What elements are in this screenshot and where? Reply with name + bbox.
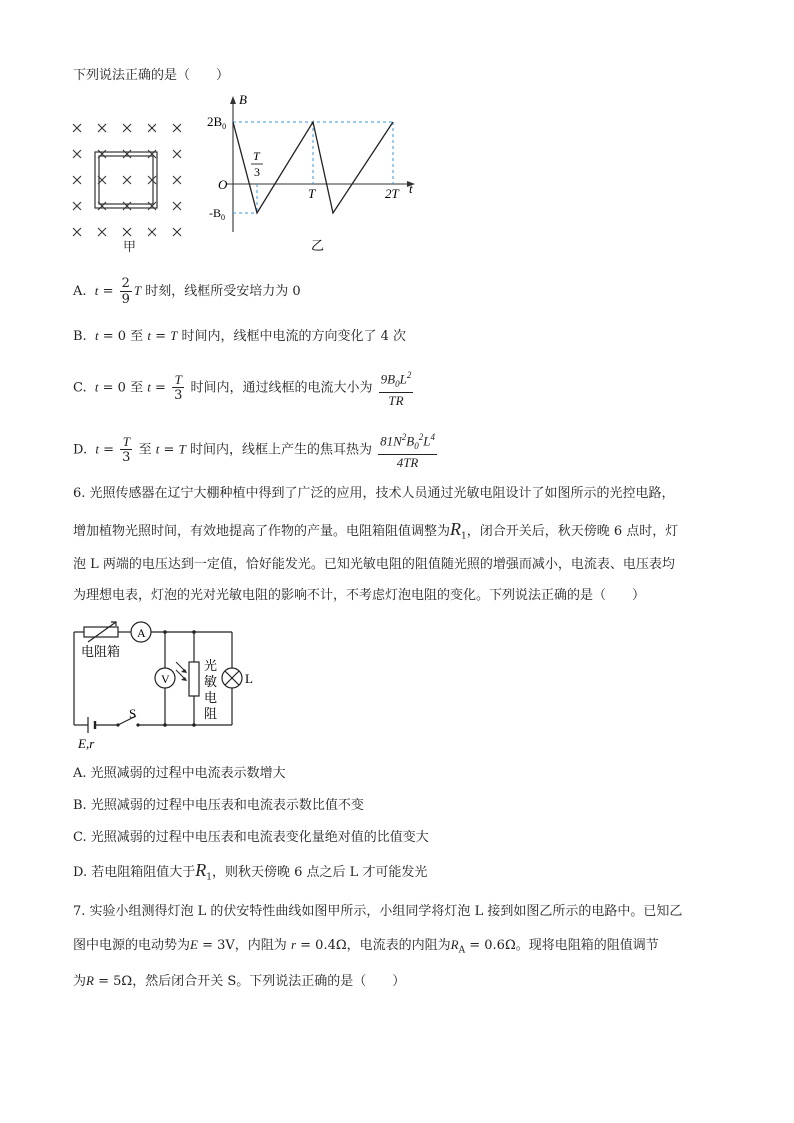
fig-jia-label: 甲 (123, 239, 137, 254)
q6-option-c: C. 光照减弱的过程中电压表和电流表变化量绝对值的比值变大 (73, 830, 429, 845)
fig-yi-label: 乙 (311, 238, 325, 252)
photoresistor-label-3: 电 (204, 690, 218, 705)
switch-label: S (129, 706, 137, 721)
graph-x-label: t (409, 181, 413, 196)
q5-option-b: B. t = 0 至 t = T 时间内，线框中电流的方向变化了 4 次 (73, 328, 407, 344)
q6-option-b: B. 光照减弱的过程中电压表和电流表示数比值不变 (73, 798, 364, 813)
ammeter-label: A (137, 626, 146, 640)
figure-jia-field (66, 114, 196, 254)
resistor-box-label: 电阻箱 (81, 644, 121, 659)
q6-option-a: A. 光照减弱的过程中电流表示数增大 (73, 766, 286, 781)
q7-stem-line-2: 图中电源的电动势为E = 3V，内阻为 r = 0.4Ω，电流表的内阻为$R_A = 0.6\Omega$。现将电阻箱的阻值调节 (73, 937, 659, 956)
q6-stem-line-4: 为理想电表，灯泡的光对光敏电阻的影响不计，不考虑灯泡电阻的变化。下列说法正确的是（ ） (73, 588, 646, 603)
svg-text:2B0: $2B_0$ (207, 114, 227, 131)
svg-text:-B0: $-B_0$ (209, 206, 225, 222)
q6-option-d: D. 若电阻箱阻值大于$R_1$，则秋天傍晚 6 点之后 L 才可能发光 (73, 860, 428, 883)
source-label: E,r (78, 736, 95, 751)
graph-origin: O (218, 177, 228, 192)
q6-stem-line-3: 泡 L 两端的电压达到一定值，恰好能发光。已知光敏电阻的阻值随光照的增强而减小，电流表、电压表均 (73, 557, 675, 572)
q6-circuit-diagram (70, 620, 270, 755)
graph-t3-num: T (253, 149, 260, 163)
q5-option-d: D. t = $\frac{T}{3}$ 至 t = T 时间内，线框上产生的焦耳热为 $\frac{81N^2B_0^2L^4}{4TR}$ (73, 432, 435, 470)
graph-2T: 2T (385, 186, 399, 201)
q7-stem-line-3: 为R = 5Ω，然后闭合开关 S。下列说法正确的是（ ） (73, 973, 406, 989)
field-crosses (73, 124, 181, 236)
graph-T: T (308, 186, 316, 201)
graph-minus-b0: -B (209, 206, 221, 220)
graph-2b0: 2B (207, 114, 223, 129)
graph-t3-den: 3 (254, 165, 260, 179)
graph-y-label: B (239, 92, 247, 107)
photoresistor-label-4: 阻 (204, 706, 218, 721)
photoresistor-label-2: 敏 (204, 674, 218, 689)
lamp-label: L (245, 671, 253, 686)
photoresistor-label-1: 光 (204, 658, 218, 673)
voltmeter-label: V (161, 672, 170, 686)
q5-prompt: 下列说法正确的是（ ） (73, 68, 230, 83)
q5-option-a: A. t = $\frac{2}{9}$ T 时刻，线框所受安培力为 0 (73, 276, 301, 307)
q6-stem-line-2: 增加植物光照时间，有效地提高了作物的产量。电阻箱阻值调整为$R_1$，闭合开关后，秋天傍晚 6 点时，灯 (73, 519, 679, 542)
q7-stem-line-1: 7. 实验小组测得灯泡 L 的伏安特性曲线如图甲所示，小组同学将灯泡 L 接到如图乙所示的电路中。已知乙 (73, 904, 683, 919)
q5-option-c: C. t = 0 至 t = $\frac{T}{3}$ 时间内，通过线框的电流大小为 $\frac{9B_0L^2}{TR}$ (73, 370, 412, 408)
q6-stem-line-1: 6. 光照传感器在辽宁大棚种植中得到了广泛的应用，技术人员通过光敏电阻设计了如图所示的光控电路， (73, 486, 675, 501)
figure-yi-graph (205, 92, 425, 252)
